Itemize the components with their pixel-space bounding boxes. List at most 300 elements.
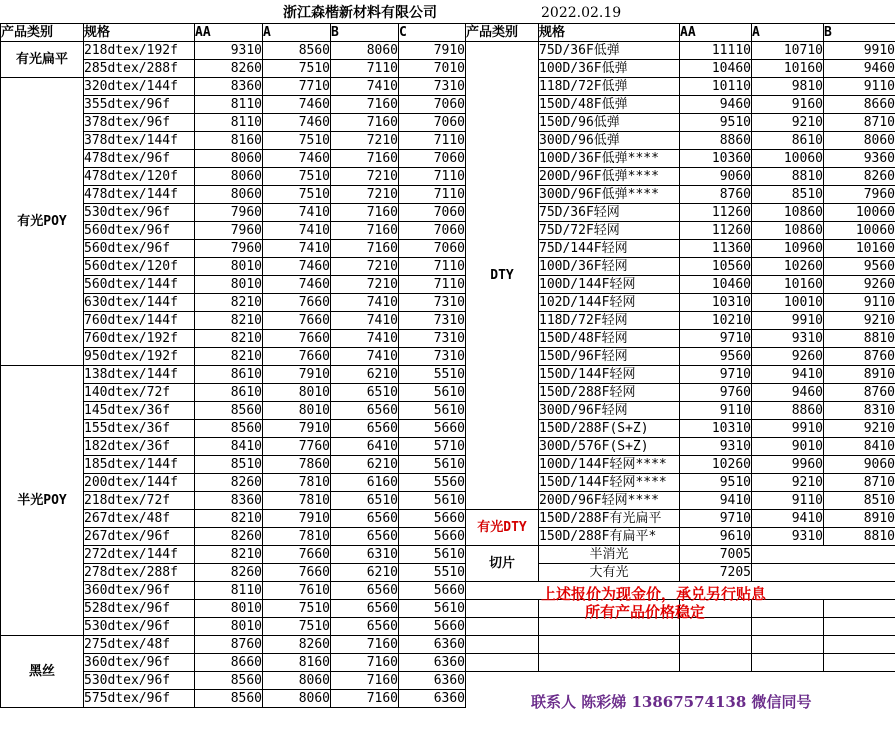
- price-cell: 9160: [752, 96, 824, 114]
- price-cell: 5660: [399, 618, 466, 636]
- price-cell: 8110: [195, 582, 263, 600]
- header-spec-right: 规格: [539, 24, 680, 42]
- price-cell: 7960: [195, 204, 263, 222]
- price-cell: 9810: [752, 78, 824, 96]
- price-cell: 10160: [752, 60, 824, 78]
- price-cell: 5610: [399, 384, 466, 402]
- price-cell: 8510: [752, 186, 824, 204]
- price-cell: 9510: [680, 474, 752, 492]
- price-cell: 6360: [399, 654, 466, 672]
- price-cell: 6410: [331, 438, 399, 456]
- price-cell: 8860: [680, 132, 752, 150]
- price-cell: 8910: [824, 510, 895, 528]
- table-row: [1, 42, 466, 60]
- price-cell: 5660: [399, 528, 466, 546]
- price-cell: 7110: [399, 168, 466, 186]
- price-cell: 8260: [195, 528, 263, 546]
- price-cell: 5510: [399, 366, 466, 384]
- price-cell: 6210: [331, 366, 399, 384]
- price-cell: 8010: [263, 402, 331, 420]
- price-cell: 7510: [263, 618, 331, 636]
- empty-cell: [824, 618, 895, 636]
- price-cell: 9410: [752, 510, 824, 528]
- price-cell: 7860: [263, 456, 331, 474]
- contact-phone: 13867574138: [631, 693, 747, 711]
- price-cell: 7910: [263, 366, 331, 384]
- price-cell: 9410: [752, 366, 824, 384]
- price-cell: 7060: [399, 204, 466, 222]
- spec-cell: 150D/96F轻网: [539, 348, 680, 366]
- price-cell: 6160: [331, 474, 399, 492]
- note-price-stable: 所有产品价格稳定: [585, 603, 706, 621]
- price-cell: 7660: [263, 330, 331, 348]
- price-cell: 7210: [331, 276, 399, 294]
- category-cell: 有光DTY: [466, 510, 539, 546]
- price-cell: 8210: [195, 330, 263, 348]
- spec-cell: 530dtex/96f: [84, 618, 195, 636]
- spec-cell: 75D/36F轻网: [539, 204, 680, 222]
- price-cell: 10310: [680, 294, 752, 312]
- price-cell: 7060: [399, 222, 466, 240]
- price-cell: 9210: [824, 420, 895, 438]
- empty-cell: [466, 654, 539, 672]
- price-cell: 6360: [399, 690, 466, 708]
- empty-cell: [824, 546, 895, 564]
- spec-cell: 575dtex/96f: [84, 690, 195, 708]
- price-cell: 8010: [263, 384, 331, 402]
- price-cell: 7210: [331, 168, 399, 186]
- price-cell: 8260: [263, 636, 331, 654]
- price-cell: 8360: [195, 492, 263, 510]
- spec-cell: 530dtex/96f: [84, 672, 195, 690]
- price-cell: 10160: [752, 276, 824, 294]
- spec-cell: 140dtex/72f: [84, 384, 195, 402]
- price-cell: 8260: [195, 60, 263, 78]
- spec-cell: 950dtex/192f: [84, 348, 195, 366]
- price-cell: 7110: [399, 186, 466, 204]
- price-cell: 10160: [824, 240, 895, 258]
- price-cell: 11110: [680, 42, 752, 60]
- price-cell: 7060: [399, 150, 466, 168]
- contact-line: [531, 691, 812, 712]
- spec-cell: 478dtex/96f: [84, 150, 195, 168]
- price-cell: 6360: [399, 672, 466, 690]
- spec-cell: 530dtex/96f: [84, 204, 195, 222]
- price-cell: 7160: [331, 654, 399, 672]
- spec-cell: 300D/96低弹: [539, 132, 680, 150]
- price-cell: 7460: [263, 96, 331, 114]
- price-cell: 7160: [331, 204, 399, 222]
- price-cell: 7660: [263, 564, 331, 582]
- price-cell: 9460: [752, 384, 824, 402]
- spec-cell: 100D/144F轻网: [539, 276, 680, 294]
- spec-cell: 100D/144F轻网****: [539, 456, 680, 474]
- price-cell: 9760: [680, 384, 752, 402]
- spec-cell: 75D/144F轻网: [539, 240, 680, 258]
- price-cell: 8260: [195, 474, 263, 492]
- header-grade-aa-right: AA: [680, 24, 752, 42]
- price-cell: 8660: [195, 654, 263, 672]
- price-cell: 10260: [752, 258, 824, 276]
- price-cell: 8160: [263, 654, 331, 672]
- price-cell: 9060: [824, 456, 895, 474]
- price-cell: 8760: [680, 186, 752, 204]
- price-cell: 7410: [331, 78, 399, 96]
- spec-cell: 378dtex/144f: [84, 132, 195, 150]
- left-price-table: [0, 23, 466, 708]
- header-grade-c: C: [399, 24, 466, 42]
- price-cell: 8510: [824, 492, 895, 510]
- category-cell: 有光POY: [1, 78, 84, 366]
- price-cell: 8860: [752, 402, 824, 420]
- price-cell: 6560: [331, 510, 399, 528]
- price-cell: 7410: [263, 204, 331, 222]
- price-cell: 11260: [680, 222, 752, 240]
- price-cell: 7510: [263, 600, 331, 618]
- spec-cell: 267dtex/48f: [84, 510, 195, 528]
- price-cell: 7310: [399, 78, 466, 96]
- empty-cell: [824, 654, 895, 672]
- price-cell: 9260: [824, 276, 895, 294]
- price-cell: 5610: [399, 492, 466, 510]
- category-cell: DTY: [466, 42, 539, 510]
- left-table-body: [1, 24, 466, 708]
- price-cell: 7660: [263, 348, 331, 366]
- price-cell: 5560: [399, 474, 466, 492]
- price-cell: 10460: [680, 60, 752, 78]
- spec-cell: 150D/288F轻网: [539, 384, 680, 402]
- price-cell: 10010: [752, 294, 824, 312]
- header-grade-b-right: B: [824, 24, 895, 42]
- price-cell: 7060: [399, 96, 466, 114]
- price-cell: 9460: [680, 96, 752, 114]
- price-cell: 9910: [752, 312, 824, 330]
- price-cell: 9310: [752, 528, 824, 546]
- price-cell: 7460: [263, 114, 331, 132]
- spec-cell: 150D/144F轻网: [539, 366, 680, 384]
- price-cell: 8760: [824, 384, 895, 402]
- price-cell: 6210: [331, 564, 399, 582]
- price-cell: 8560: [195, 690, 263, 708]
- price-cell: 10460: [680, 276, 752, 294]
- price-cell: 7610: [263, 582, 331, 600]
- price-cell: 10710: [752, 42, 824, 60]
- spec-cell: 100D/36F低弹: [539, 60, 680, 78]
- price-cell: 6210: [331, 456, 399, 474]
- contact-label: 联系人: [531, 693, 577, 711]
- price-cell: 8210: [195, 294, 263, 312]
- price-cell: 7510: [263, 168, 331, 186]
- spec-cell: 150D/144F轻网****: [539, 474, 680, 492]
- spec-cell: 200D/96F低弹****: [539, 168, 680, 186]
- price-cell: 8060: [331, 42, 399, 60]
- price-cell: 7760: [263, 438, 331, 456]
- price-cell: 9360: [824, 150, 895, 168]
- price-cell: 7660: [263, 294, 331, 312]
- spec-cell: 300D/96F轻网: [539, 402, 680, 420]
- price-cell: 11260: [680, 204, 752, 222]
- empty-cell: [539, 654, 680, 672]
- price-cell: 6510: [331, 384, 399, 402]
- right-price-table: [465, 23, 895, 672]
- price-cell: 9110: [752, 492, 824, 510]
- price-cell: 7160: [331, 114, 399, 132]
- price-cell: 9710: [680, 510, 752, 528]
- price-cell: 7160: [331, 96, 399, 114]
- report-date: 2022.02.19: [541, 5, 622, 21]
- price-cell: 7410: [263, 222, 331, 240]
- price-cell: 9910: [752, 420, 824, 438]
- price-cell: 7310: [399, 312, 466, 330]
- price-cell: 7060: [399, 240, 466, 258]
- spec-cell: 150D/288F有扁平*: [539, 528, 680, 546]
- price-cell: 6560: [331, 582, 399, 600]
- price-cell: 8910: [824, 366, 895, 384]
- category-cell: 半光POY: [1, 366, 84, 636]
- price-cell: 9560: [824, 258, 895, 276]
- price-cell: 8560: [195, 420, 263, 438]
- price-cell: 10860: [752, 222, 824, 240]
- table-row: [1, 366, 466, 384]
- price-cell: 9010: [752, 438, 824, 456]
- price-cell: 8010: [195, 600, 263, 618]
- price-cell: 8210: [195, 510, 263, 528]
- price-cell: 10260: [680, 456, 752, 474]
- empty-cell: [466, 618, 539, 636]
- header-category-right: 产品类别: [466, 24, 539, 42]
- price-cell: 7960: [195, 222, 263, 240]
- header-grade-a-right: A: [752, 24, 824, 42]
- price-cell: 6560: [331, 600, 399, 618]
- price-cell: 7510: [263, 60, 331, 78]
- price-cell: 8710: [824, 114, 895, 132]
- spec-cell: 360dtex/96f: [84, 582, 195, 600]
- price-cell: 7460: [263, 150, 331, 168]
- spec-cell: 378dtex/96f: [84, 114, 195, 132]
- spec-cell: 267dtex/96f: [84, 528, 195, 546]
- price-cell: 7660: [263, 312, 331, 330]
- company-title: 浙江森楷新材料有限公司: [283, 5, 437, 21]
- price-cell: 8160: [195, 132, 263, 150]
- price-cell: 8260: [195, 564, 263, 582]
- price-cell: 10060: [824, 204, 895, 222]
- price-cell: 8360: [195, 78, 263, 96]
- price-cell: 7910: [263, 420, 331, 438]
- price-cell: 8060: [195, 168, 263, 186]
- empty-cell: [466, 600, 539, 618]
- spec-cell: 278dtex/288f: [84, 564, 195, 582]
- category-cell: 黑丝: [1, 636, 84, 708]
- price-cell: 8060: [824, 132, 895, 150]
- price-cell: 7010: [399, 60, 466, 78]
- category-cell: 有光扁平: [1, 42, 84, 78]
- price-cell: 7810: [263, 528, 331, 546]
- chip-type-cell: 大有光: [539, 564, 680, 582]
- table-row: [1, 78, 466, 96]
- spec-cell: 478dtex/120f: [84, 168, 195, 186]
- price-cell: 7910: [399, 42, 466, 60]
- price-cell: 8760: [824, 348, 895, 366]
- price-cell: 8060: [195, 150, 263, 168]
- contact-name: 陈彩娣: [581, 693, 627, 711]
- price-cell: 10560: [680, 258, 752, 276]
- price-cell: 10060: [824, 222, 895, 240]
- price-cell: 9710: [680, 330, 752, 348]
- price-cell: 7410: [263, 240, 331, 258]
- empty-cell: [824, 564, 895, 582]
- price-cell: 8210: [195, 312, 263, 330]
- price-cell: 9110: [680, 402, 752, 420]
- price-cell: 7910: [263, 510, 331, 528]
- price-cell: 6310: [331, 546, 399, 564]
- contact-wechat: 微信同号: [751, 693, 812, 711]
- price-cell: 8560: [195, 402, 263, 420]
- price-cell: 8010: [195, 276, 263, 294]
- spec-cell: 560dtex/96f: [84, 240, 195, 258]
- spec-cell: 630dtex/144f: [84, 294, 195, 312]
- empty-cell: [752, 546, 824, 564]
- price-cell: 5610: [399, 600, 466, 618]
- price-cell: 8560: [263, 42, 331, 60]
- spec-cell: 102D/144F轻网: [539, 294, 680, 312]
- chip-row: [466, 546, 895, 564]
- price-cell: 10360: [680, 150, 752, 168]
- right-header-row: [466, 24, 895, 42]
- price-cell: 9110: [824, 294, 895, 312]
- blank-row: [466, 654, 895, 672]
- price-cell: 9210: [752, 474, 824, 492]
- price-cell: 5610: [399, 402, 466, 420]
- left-header-row: [1, 24, 466, 42]
- price-cell: 7510: [263, 132, 331, 150]
- price-cell: 7110: [399, 132, 466, 150]
- price-cell: 8610: [195, 366, 263, 384]
- spec-cell: 75D/72F轻网: [539, 222, 680, 240]
- price-cell: 5610: [399, 456, 466, 474]
- price-cell: 9260: [752, 348, 824, 366]
- price-cell: 8110: [195, 114, 263, 132]
- price-cell: 9210: [824, 312, 895, 330]
- spec-cell: 218dtex/72f: [84, 492, 195, 510]
- price-cell: 9310: [680, 438, 752, 456]
- spec-cell: 478dtex/144f: [84, 186, 195, 204]
- table-row: [1, 636, 466, 654]
- chip-category-cell: 切片: [466, 546, 539, 582]
- price-cell: 8260: [824, 168, 895, 186]
- price-cell: 7160: [331, 150, 399, 168]
- price-cell: 7810: [263, 474, 331, 492]
- spec-cell: 320dtex/144f: [84, 78, 195, 96]
- spec-cell: 150D/288F(S+Z): [539, 420, 680, 438]
- price-cell: 8110: [195, 96, 263, 114]
- spec-cell: 300D/96F低弹****: [539, 186, 680, 204]
- price-cell: 10960: [752, 240, 824, 258]
- empty-cell: [680, 636, 752, 654]
- price-cell: 5710: [399, 438, 466, 456]
- price-cell: 10110: [680, 78, 752, 96]
- price-cell: 8810: [752, 168, 824, 186]
- price-cell: 8060: [263, 672, 331, 690]
- price-cell: 7710: [263, 78, 331, 96]
- price-cell: 9110: [824, 78, 895, 96]
- empty-cell: [824, 636, 895, 654]
- price-cell: 9310: [195, 42, 263, 60]
- header-grade-b: B: [331, 24, 399, 42]
- chip-price-cell: 7205: [680, 564, 752, 582]
- price-cell: 8510: [195, 456, 263, 474]
- price-cell: 10860: [752, 204, 824, 222]
- price-cell: 8210: [195, 348, 263, 366]
- price-cell: 6360: [399, 636, 466, 654]
- price-cell: 9460: [824, 60, 895, 78]
- price-cell: 8810: [824, 330, 895, 348]
- header-spec: 规格: [84, 24, 195, 42]
- spec-cell: 150D/96低弹: [539, 114, 680, 132]
- spec-cell: 138dtex/144f: [84, 366, 195, 384]
- right-table-body: [466, 24, 895, 672]
- price-cell: 6560: [331, 618, 399, 636]
- spec-cell: 75D/36F低弹: [539, 42, 680, 60]
- price-cell: 9710: [680, 366, 752, 384]
- empty-cell: [680, 654, 752, 672]
- price-cell: 9510: [680, 114, 752, 132]
- empty-cell: [466, 636, 539, 654]
- price-cell: 7510: [263, 186, 331, 204]
- table-row: [466, 510, 895, 528]
- price-cell: 5660: [399, 582, 466, 600]
- empty-cell: [752, 654, 824, 672]
- empty-cell: [824, 600, 895, 618]
- price-cell: 7310: [399, 294, 466, 312]
- spec-cell: 760dtex/192f: [84, 330, 195, 348]
- price-cell: 5660: [399, 420, 466, 438]
- price-cell: 8610: [752, 132, 824, 150]
- price-cell: 7410: [331, 294, 399, 312]
- price-cell: 7960: [824, 186, 895, 204]
- price-cell: 9910: [824, 42, 895, 60]
- chip-type-cell: 半消光: [539, 546, 680, 564]
- price-cell: 8060: [263, 690, 331, 708]
- header-grade-a: A: [263, 24, 331, 42]
- spec-cell: 150D/288F有光扁平: [539, 510, 680, 528]
- spec-cell: 100D/36F轻网: [539, 258, 680, 276]
- spec-cell: 155dtex/36f: [84, 420, 195, 438]
- spec-cell: 150D/48F轻网: [539, 330, 680, 348]
- spec-cell: 118D/72F轻网: [539, 312, 680, 330]
- empty-cell: [752, 564, 824, 582]
- spec-cell: 360dtex/96f: [84, 654, 195, 672]
- spec-cell: 118D/72F低弹: [539, 78, 680, 96]
- empty-cell: [752, 636, 824, 654]
- spec-cell: 145dtex/36f: [84, 402, 195, 420]
- spec-cell: 185dtex/144f: [84, 456, 195, 474]
- price-cell: 7160: [331, 672, 399, 690]
- spec-cell: 285dtex/288f: [84, 60, 195, 78]
- price-cell: 7410: [331, 348, 399, 366]
- spec-cell: 355dtex/96f: [84, 96, 195, 114]
- chip-price-cell: 7005: [680, 546, 752, 564]
- price-cell: 8410: [195, 438, 263, 456]
- price-cell: 7160: [331, 636, 399, 654]
- spec-cell: 200dtex/144f: [84, 474, 195, 492]
- price-cell: 5660: [399, 510, 466, 528]
- price-cell: 9310: [752, 330, 824, 348]
- price-cell: 9960: [752, 456, 824, 474]
- header-grade-aa: AA: [195, 24, 263, 42]
- header-category: 产品类别: [1, 24, 84, 42]
- price-cell: 6560: [331, 528, 399, 546]
- spec-cell: 560dtex/144f: [84, 276, 195, 294]
